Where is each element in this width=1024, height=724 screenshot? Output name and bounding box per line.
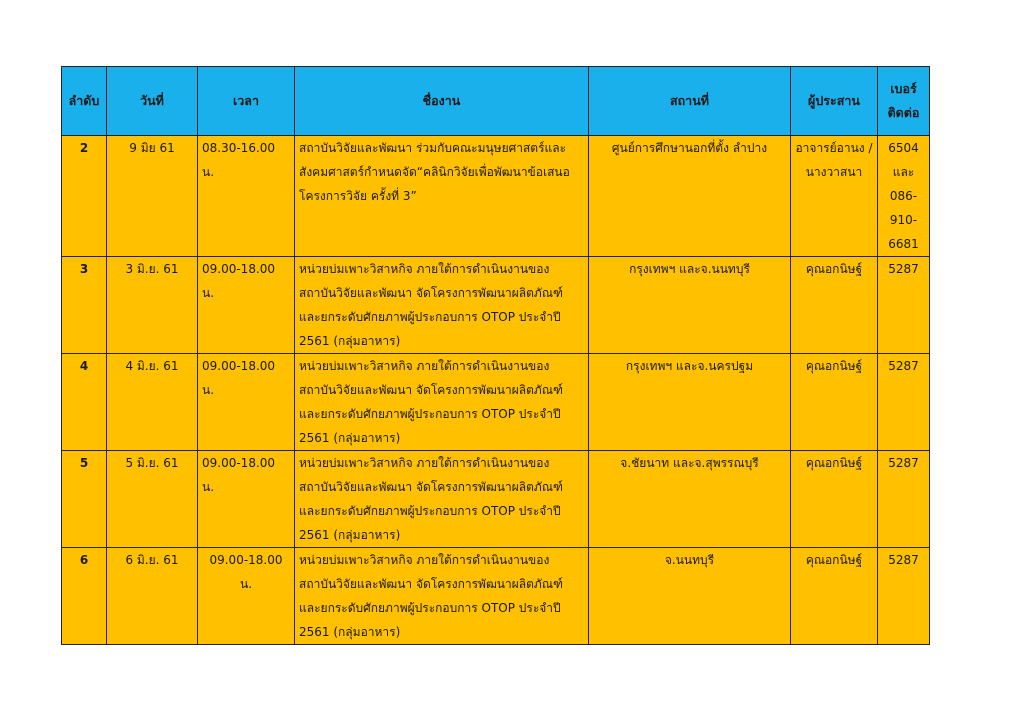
- phone-line: 5287: [888, 359, 919, 373]
- row-location: จ.นนทบุรี: [589, 548, 791, 645]
- row-date: 6 มิ.ย. 61: [107, 548, 198, 645]
- row-coordinator: [791, 451, 878, 548]
- row-date: 5 มิ.ย. 61: [107, 451, 198, 548]
- header-event: ชื่องาน: [295, 67, 589, 136]
- phone-line: 6681: [888, 237, 919, 251]
- event-line: สถาบันวิจัยและพัฒนา ร่วมกับคณะมนุษยศาสตร์และ: [299, 141, 567, 155]
- event-line: หน่วยบ่มเพาะวิสาหกิจ ภายใต้การดำเนินงานของ: [299, 359, 550, 373]
- coordinator-line: คุณอกนิษฐ์: [805, 359, 863, 373]
- event-line: และยกระดับศักยภาพผู้ประกอบการ OTOP ประจำปี: [299, 601, 561, 615]
- event-line: 2561 (กลุ่มอาหาร): [299, 431, 401, 445]
- row-date: 4 มิ.ย. 61: [107, 354, 198, 451]
- event-line: 2561 (กลุ่มอาหาร): [299, 528, 401, 542]
- header-coordinator: ผู้ประสาน: [791, 67, 878, 136]
- row-coordinator: [791, 136, 878, 257]
- coordinator-line: คุณอกนิษฐ์: [805, 456, 863, 470]
- header-row: [62, 67, 930, 136]
- row-phone: [878, 548, 930, 645]
- row-phone: [878, 354, 930, 451]
- row-location: กรุงเทพฯ และจ.นนทบุรี: [589, 257, 791, 354]
- row-date: 3 มิ.ย. 61: [107, 257, 198, 354]
- row-event: [295, 451, 589, 548]
- row-phone: [878, 257, 930, 354]
- row-date: 9 มิย 61: [107, 136, 198, 257]
- row-location: กรุงเทพฯ และจ.นครปฐม: [589, 354, 791, 451]
- event-line: และยกระดับศักยภาพผู้ประกอบการ OTOP ประจำปี: [299, 310, 561, 324]
- row-location: ศูนย์การศึกษานอกที่ตั้ง ลำปาง: [589, 136, 791, 257]
- row-location: จ.ชัยนาท และจ.สุพรรณบุรี: [589, 451, 791, 548]
- table-row: [62, 451, 930, 548]
- row-event: [295, 136, 589, 257]
- row-coordinator: [791, 548, 878, 645]
- row-time: 09.00-18.00 น.: [198, 451, 295, 548]
- phone-line: 5287: [888, 456, 919, 470]
- row-phone: [878, 451, 930, 548]
- row-event: [295, 548, 589, 645]
- row-event: [295, 354, 589, 451]
- phone-line: 6504 และ: [888, 141, 919, 179]
- event-line: และยกระดับศักยภาพผู้ประกอบการ OTOP ประจำปี: [299, 504, 561, 518]
- row-time: 08.30-16.00 น.: [198, 136, 295, 257]
- phone-line: 5287: [888, 262, 919, 276]
- row-coordinator: [791, 354, 878, 451]
- header-no: ลำดับ: [62, 67, 107, 136]
- phone-line: 086-910-: [889, 189, 918, 227]
- coordinator-line: นางวาสนา: [805, 165, 863, 179]
- coordinator-line: คุณอกนิษฐ์: [805, 262, 863, 276]
- event-line: สถาบันวิจัยและพัฒนา จัดโครงการพัฒนาผลิตภัณฑ์: [299, 286, 563, 300]
- header-phone: เบอร์ติดต่อ: [878, 67, 930, 136]
- coordinator-line: คุณอกนิษฐ์: [805, 553, 863, 567]
- row-no: 6: [62, 548, 107, 645]
- table-row: [62, 548, 930, 645]
- header-date: วันที่: [107, 67, 198, 136]
- row-time: 09.00-18.00 น.: [198, 257, 295, 354]
- schedule-table: [61, 66, 930, 645]
- event-line: สถาบันวิจัยและพัฒนา จัดโครงการพัฒนาผลิตภัณฑ์: [299, 383, 563, 397]
- table-row: [62, 354, 930, 451]
- event-line: สถาบันวิจัยและพัฒนา จัดโครงการพัฒนาผลิตภัณฑ์: [299, 577, 563, 591]
- row-phone: [878, 136, 930, 257]
- event-line: หน่วยบ่มเพาะวิสาหกิจ ภายใต้การดำเนินงานของ: [299, 262, 550, 276]
- header-time: เวลา: [198, 67, 295, 136]
- row-coordinator: [791, 257, 878, 354]
- table-row: [62, 136, 930, 257]
- event-line: โครงการวิจัย ครั้งที่ 3”: [299, 189, 417, 203]
- row-no: 2: [62, 136, 107, 257]
- header-location: สถานที่: [589, 67, 791, 136]
- row-event: [295, 257, 589, 354]
- event-line: และยกระดับศักยภาพผู้ประกอบการ OTOP ประจำปี: [299, 407, 561, 421]
- event-line: หน่วยบ่มเพาะวิสาหกิจ ภายใต้การดำเนินงานของ: [299, 456, 550, 470]
- event-line: สถาบันวิจัยและพัฒนา จัดโครงการพัฒนาผลิตภัณฑ์: [299, 480, 563, 494]
- row-no: 5: [62, 451, 107, 548]
- row-no: 4: [62, 354, 107, 451]
- coordinator-line: อาจารย์อานง /: [795, 141, 873, 155]
- row-time: 09.00-18.00 น.: [198, 548, 295, 645]
- event-line: 2561 (กลุ่มอาหาร): [299, 334, 401, 348]
- event-line: หน่วยบ่มเพาะวิสาหกิจ ภายใต้การดำเนินงานของ: [299, 553, 550, 567]
- table-row: [62, 257, 930, 354]
- row-no: 3: [62, 257, 107, 354]
- phone-line: 5287: [888, 553, 919, 567]
- event-line: สังคมศาสตร์กำหนดจัด“คลินิกวิจัยเพื่อพัฒนาข้อเสนอ: [299, 165, 570, 179]
- event-line: 2561 (กลุ่มอาหาร): [299, 625, 401, 639]
- row-time: 09.00-18.00 น.: [198, 354, 295, 451]
